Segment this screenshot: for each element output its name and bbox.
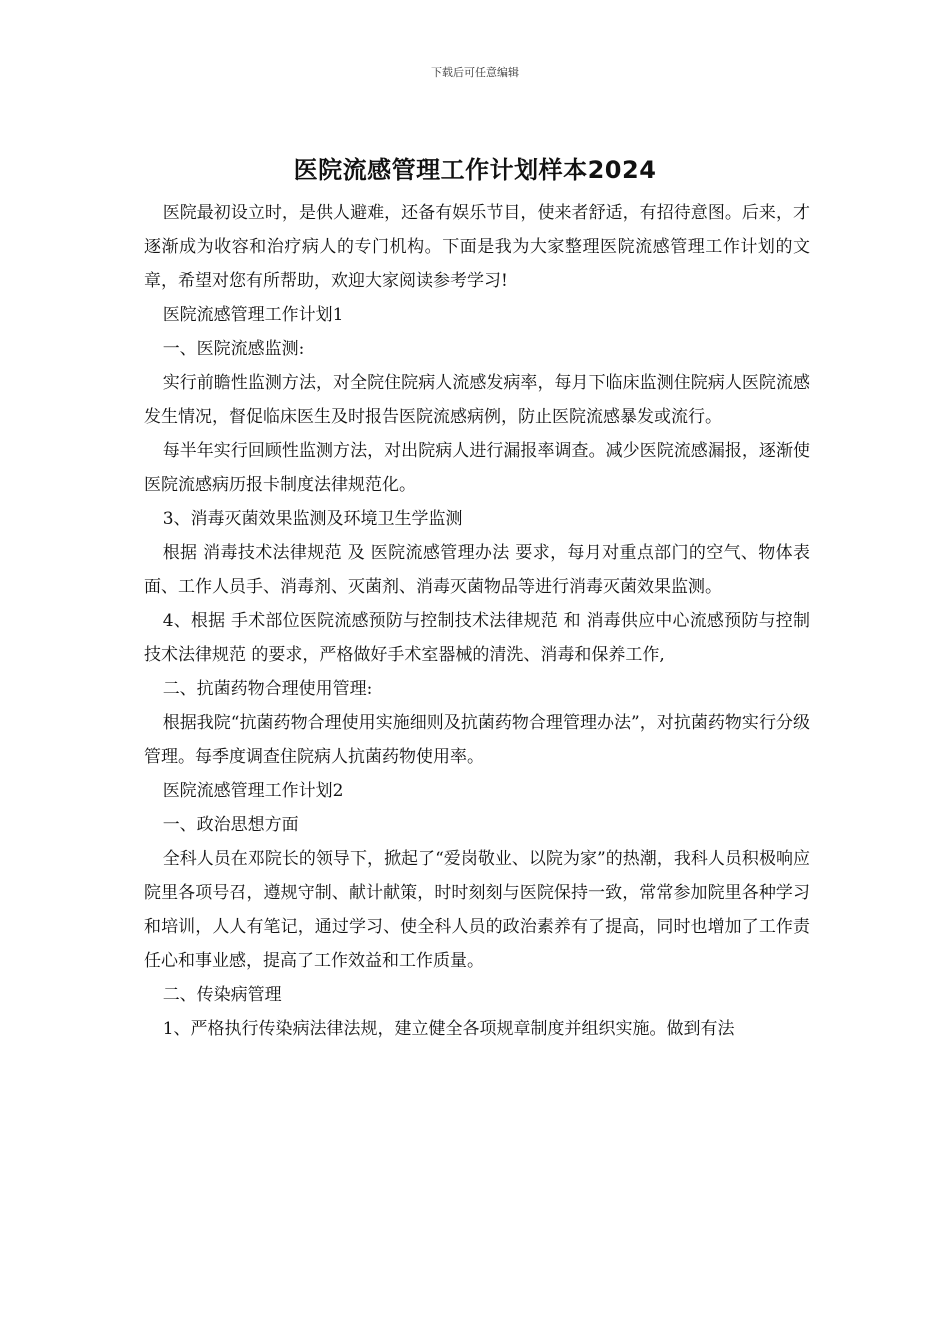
paragraph-disinfection-standards: 根据 消毒技术法律规范 及 医院流感管理办法 要求，每月对重点部门的空气、物体表面、工作人员手、消毒剂、灭菌剂、消毒灭菌物品等进行消毒灭菌效果监测。: [144, 543, 810, 597]
page-header-note: 下载后可任意编辑: [431, 66, 519, 79]
subheading-antibiotic-management: 二、抗菌药物合理使用管理:: [162, 679, 373, 699]
subheading-political-thought: 一、政治思想方面: [162, 815, 299, 835]
paragraph-retrospective-monitoring: 每半年实行回顾性监测方法，对出院病人进行漏报率调查。减少医院流感漏报，逐渐使医院流感病历报卡制度法律规范化。: [144, 441, 810, 495]
subheading-infection-monitoring: 一、医院流感监测:: [162, 339, 305, 359]
section-heading-plan-1: 医院流感管理工作计划1: [162, 305, 344, 325]
subheading-infectious-disease: 二、传染病管理: [162, 985, 282, 1005]
paragraph-prospective-monitoring: 实行前瞻性监测方法，对全院住院病人流感发病率，每月下临床监测住院病人医院流感发生情况，督促临床医生及时报告医院流感病例，防止医院流感暴发或流行。: [144, 373, 810, 427]
document-title: 医院流感管理工作计划样本2024: [293, 156, 657, 184]
paragraph-staff-dedication: 全科人员在邓院长的领导下，掀起了“爱岗敬业、以院为家”的热潮，我科人员积极响应院里各项号召，遵规守制、献计献策，时时刻刻与医院保持一致，常常参加院里各种学习和培训，人人有笔记，通过学习、使全科人员的政治素养有了提高，同时也增加了工作责任心和事业感，提高了工作效益和工作质量。: [144, 849, 810, 971]
subheading-disinfection-monitoring: 3、消毒灭菌效果监测及环境卫生学监测: [162, 509, 463, 529]
section-heading-plan-2: 医院流感管理工作计划2: [162, 781, 344, 801]
paragraph-antibiotic-rules: 根据我院“抗菌药物合理使用实施细则及抗菌药物合理管理办法”，对抗菌药物实行分级管理。每季度调查住院病人抗菌药物使用率。: [144, 713, 810, 767]
document-body: [144, 196, 810, 1046]
paragraph-surgical-instruments: 4、根据 手术部位医院流感预防与控制技术法律规范 和 消毒供应中心流感预防与控制技术法律规范 的要求，严格做好手术室器械的清洗、消毒和保养工作,: [144, 611, 810, 665]
paragraph-infectious-disease-laws: 1、严格执行传染病法律法规，建立健全各项规章制度并组织实施。做到有法: [162, 1019, 735, 1039]
intro-paragraph: 医院最初设立时，是供人避难，还备有娱乐节目，使来者舒适，有招待意图。后来，才逐渐成为收容和治疗病人的专门机构。下面是我为大家整理医院流感管理工作计划的文章，希望对您有所帮助，欢迎大家阅读参考学习!: [144, 203, 810, 291]
